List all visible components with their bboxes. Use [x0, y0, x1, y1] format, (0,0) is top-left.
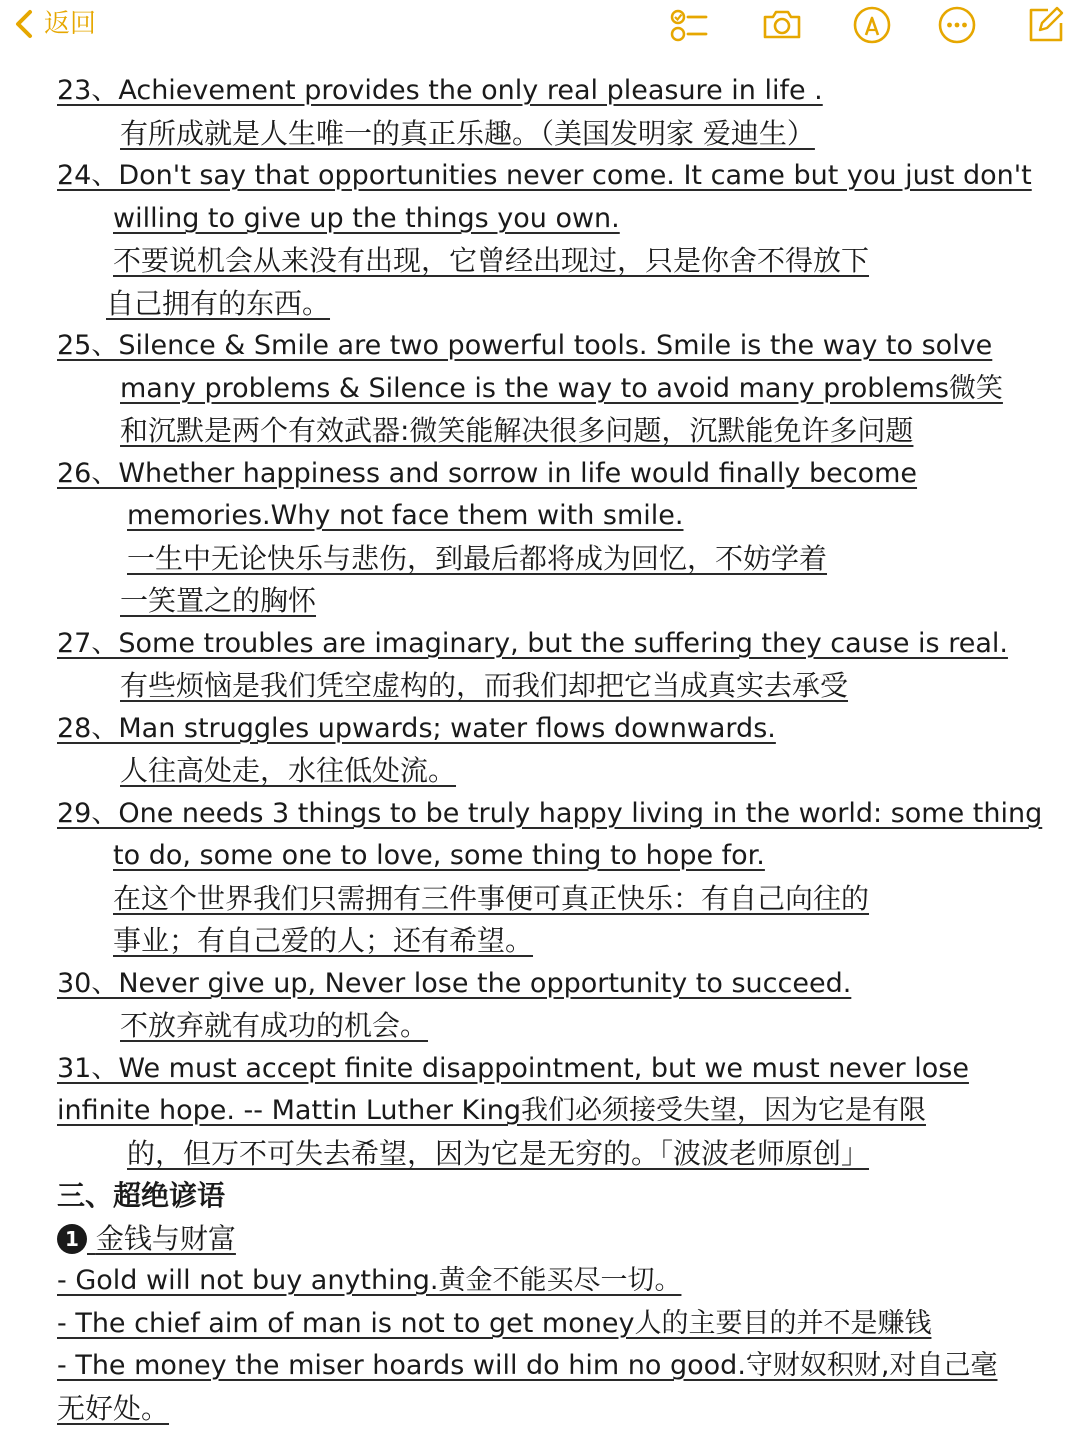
proverb-item: - Gold will not buy anything.黄金不能买尽一切。 [57, 1265, 682, 1296]
quote-27-cn: 有些烦恼是我们凭空虚构的，而我们却把它当成真实去承受 [120, 669, 849, 702]
quote-25-cn: 和沉默是两个有效武器:微笑能解决很多问题，沉默能免许多问题 [120, 414, 914, 447]
quote-24-en: 24、Don't say that opportunities never come. It came but you just don't [57, 160, 1032, 191]
quote-31-en-cont: infinite hope. -- Mattin Luther King我们必须接受失望，因为它是有限 [57, 1095, 926, 1126]
proverb-item: - The money the miser hoards will do him no good.守财奴积财,对自己毫 [57, 1350, 998, 1381]
quote-28-en: 28、Man struggles upwards; water flows downwards. [57, 713, 776, 744]
quote-25-en: 25、Silence & Smile are two powerful tools. Smile is the way to solve [57, 330, 993, 361]
proverb-item-cont: 无好处。 [57, 1392, 170, 1425]
quote-27-en: 27、Some troubles are imaginary, but the suffering they cause is real. [57, 628, 1008, 659]
chevron-left-icon [10, 6, 40, 42]
quote-26-en: 26、Whether happiness and sorrow in life would finally become [57, 458, 918, 489]
quote-30-en: 30、Never give up, Never lose the opportunity to succeed. [57, 968, 852, 999]
quote-23-cn: 有所成就是人生唯一的真正乐趣。（美国发明家 爱迪生） [120, 117, 815, 150]
quote-31-en: 31、We must accept finite disappointment, but we must never lose [57, 1053, 969, 1084]
number-badge: 1 [57, 1224, 87, 1254]
quote-29-cn-cont: 事业；有自己爱的人；还有希望。 [113, 924, 534, 957]
subheading-label: 金钱与财富 [95, 1222, 236, 1255]
quote-26-cn: 一生中无论快乐与悲伤，到最后都将成为回忆，不妨学着 [127, 542, 828, 575]
quote-24-cn: 不要说机会从来没有出现，它曾经出现过，只是你舍不得放下 [113, 244, 870, 277]
quote-29-en: 29、One needs 3 things to be truly happy living in the world: some thing [57, 798, 1043, 829]
quote-26-cn-cont: 一笑置之的胸怀 [120, 584, 317, 617]
quote-28-cn: 人往高处走，水往低处流。 [120, 754, 457, 787]
quote-26-en-cont: memories.Why not face them with smile. [127, 500, 684, 531]
notes-toolbar [0, 0, 1080, 50]
quote-25-en-cont: many problems & Silence is the way to avoid many problems微笑 [120, 373, 1003, 404]
back-button[interactable] [10, 6, 96, 42]
quote-29-cn: 在这个世界我们只需拥有三件事便可真正快乐：有自己向往的 [113, 882, 870, 915]
quote-29-en-cont: to do, some one to love, some thing to hope for. [113, 840, 765, 871]
quote-30-cn: 不放弃就有成功的机会。 [120, 1009, 429, 1042]
quote-24-en-cont: willing to give up the things you own. [113, 203, 620, 234]
subheading [57, 1221, 236, 1257]
quote-23-en: 23、Achievement provides the only real pleasure in life . [57, 75, 823, 106]
camera-icon[interactable] [761, 4, 803, 46]
proverb-item: - The chief aim of man is not to get money人的主要目的并不是赚钱 [57, 1308, 932, 1339]
back-label: 返回 [44, 9, 97, 39]
quote-24-cn-cont: 自己拥有的东西。 [106, 287, 331, 320]
section-heading: 三、超绝谚语 [57, 1179, 226, 1212]
checklist-icon[interactable] [668, 4, 710, 46]
markup-pen-icon[interactable] [851, 4, 893, 46]
compose-icon[interactable] [1024, 4, 1066, 46]
quote-31-cn: 的，但万不可失去希望，因为它是无穷的。「波波老师原创」 [127, 1137, 870, 1170]
more-icon[interactable] [936, 4, 978, 46]
